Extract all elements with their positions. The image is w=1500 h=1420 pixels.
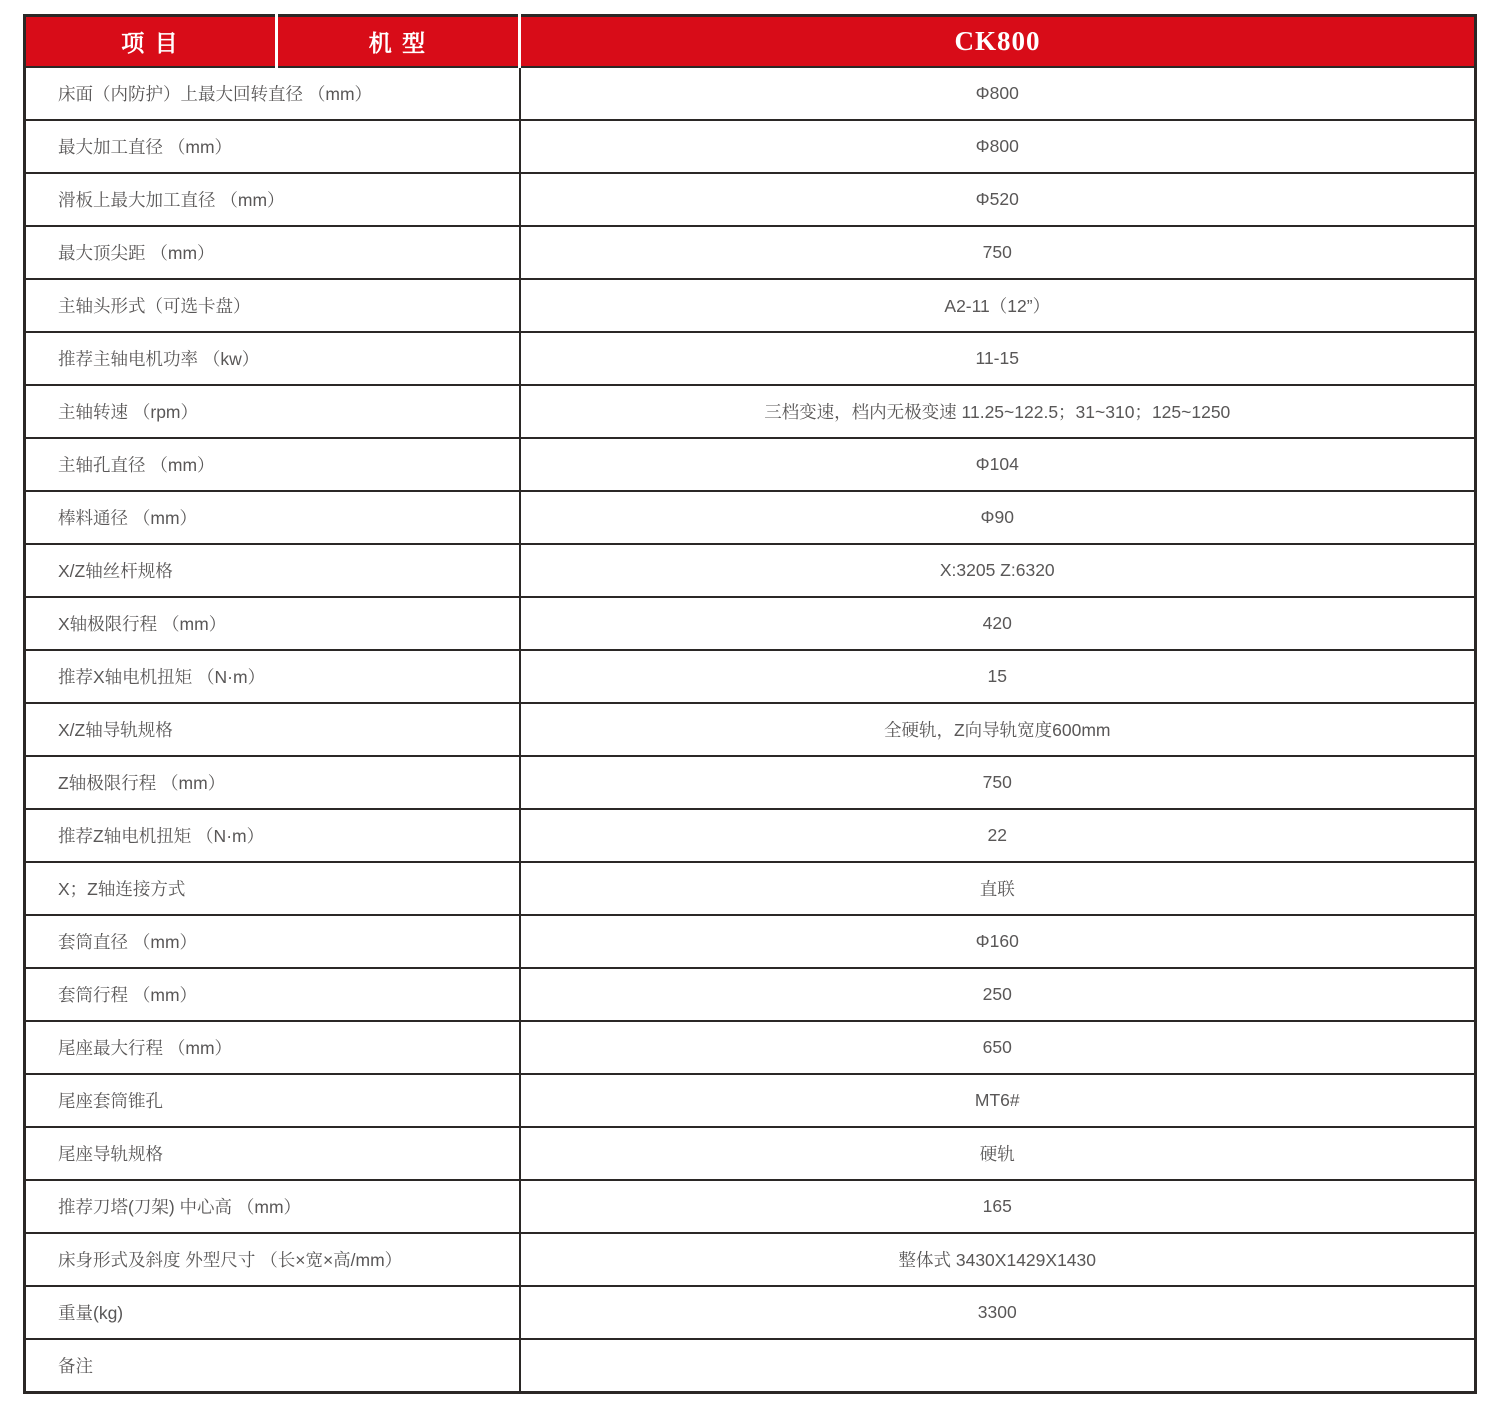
table-row bbox=[25, 650, 1476, 703]
table-row bbox=[25, 279, 1476, 332]
table-row bbox=[25, 120, 1476, 173]
table-row bbox=[25, 1021, 1476, 1074]
spec-value: 直联 bbox=[520, 862, 1476, 915]
spec-value: 420 bbox=[520, 597, 1476, 650]
spec-label: 主轴孔直径 （mm） bbox=[25, 438, 520, 491]
spec-value: Φ800 bbox=[520, 67, 1476, 120]
spec-label: 床身形式及斜度 外型尺寸 （长×宽×高/mm） bbox=[25, 1233, 520, 1286]
spec-value: 750 bbox=[520, 756, 1476, 809]
table-row bbox=[25, 809, 1476, 862]
table-row bbox=[25, 597, 1476, 650]
table-row bbox=[25, 1233, 1476, 1286]
spec-table-body bbox=[25, 67, 1476, 1393]
spec-label: X/Z轴丝杆规格 bbox=[25, 544, 520, 597]
spec-label: X；Z轴连接方式 bbox=[25, 862, 520, 915]
spec-label: 尾座导轨规格 bbox=[25, 1127, 520, 1180]
spec-value: X:3205 Z:6320 bbox=[520, 544, 1476, 597]
spec-value: A2-11（12”） bbox=[520, 279, 1476, 332]
spec-value: MT6# bbox=[520, 1074, 1476, 1127]
spec-value: 250 bbox=[520, 968, 1476, 1021]
spec-label: 滑板上最大加工直径 （mm） bbox=[25, 173, 520, 226]
table-row bbox=[25, 862, 1476, 915]
spec-value: 三档变速，档内无极变速 11.25~122.5；31~310；125~1250 bbox=[520, 385, 1476, 438]
spec-label: 床面（内防护）上最大回转直径 （mm） bbox=[25, 67, 520, 120]
spec-label: 棒料通径 （mm） bbox=[25, 491, 520, 544]
table-row bbox=[25, 703, 1476, 756]
table-row bbox=[25, 544, 1476, 597]
spec-label: 套筒行程 （mm） bbox=[25, 968, 520, 1021]
spec-label: 推荐刀塔(刀架) 中心高 （mm） bbox=[25, 1180, 520, 1233]
spec-value: 650 bbox=[520, 1021, 1476, 1074]
spec-value: 750 bbox=[520, 226, 1476, 279]
table-row bbox=[25, 1180, 1476, 1233]
spec-label: 最大顶尖距 （mm） bbox=[25, 226, 520, 279]
table-row bbox=[25, 1074, 1476, 1127]
spec-value: Φ800 bbox=[520, 120, 1476, 173]
table-row bbox=[25, 226, 1476, 279]
spec-value: 硬轨 bbox=[520, 1127, 1476, 1180]
spec-value: 全硬轨，Z向导轨宽度600mm bbox=[520, 703, 1476, 756]
header-item-label: 项 目 bbox=[25, 16, 277, 68]
spec-value: 22 bbox=[520, 809, 1476, 862]
spec-value: Φ520 bbox=[520, 173, 1476, 226]
spec-label: 最大加工直径 （mm） bbox=[25, 120, 520, 173]
spec-value: 165 bbox=[520, 1180, 1476, 1233]
spec-label: 主轴转速 （rpm） bbox=[25, 385, 520, 438]
spec-value: 11-15 bbox=[520, 332, 1476, 385]
spec-label: Z轴极限行程 （mm） bbox=[25, 756, 520, 809]
spec-label: 重量(kg) bbox=[25, 1286, 520, 1339]
table-row bbox=[25, 491, 1476, 544]
spec-label: 尾座套筒锥孔 bbox=[25, 1074, 520, 1127]
table-row bbox=[25, 1339, 1476, 1393]
table-row bbox=[25, 1286, 1476, 1339]
table-row bbox=[25, 1127, 1476, 1180]
spec-label: 套筒直径 （mm） bbox=[25, 915, 520, 968]
spec-table bbox=[23, 14, 1477, 1394]
spec-value: 15 bbox=[520, 650, 1476, 703]
spec-value bbox=[520, 1339, 1476, 1393]
spec-label: X轴极限行程 （mm） bbox=[25, 597, 520, 650]
header-model-label: 机 型 bbox=[277, 16, 520, 68]
spec-value: Φ160 bbox=[520, 915, 1476, 968]
header-row bbox=[25, 16, 1476, 68]
table-row bbox=[25, 968, 1476, 1021]
spec-label: X/Z轴导轨规格 bbox=[25, 703, 520, 756]
spec-value: Φ90 bbox=[520, 491, 1476, 544]
table-row bbox=[25, 756, 1476, 809]
table-row bbox=[25, 173, 1476, 226]
spec-value: Φ104 bbox=[520, 438, 1476, 491]
spec-label: 尾座最大行程 （mm） bbox=[25, 1021, 520, 1074]
spec-table-header bbox=[25, 16, 1476, 68]
spec-label: 主轴头形式（可选卡盘） bbox=[25, 279, 520, 332]
spec-label: 推荐X轴电机扭矩 （N·m） bbox=[25, 650, 520, 703]
table-row bbox=[25, 67, 1476, 120]
table-row bbox=[25, 438, 1476, 491]
spec-label: 备注 bbox=[25, 1339, 520, 1393]
spec-label: 推荐Z轴电机扭矩 （N·m） bbox=[25, 809, 520, 862]
table-row bbox=[25, 332, 1476, 385]
spec-label: 推荐主轴电机功率 （kw） bbox=[25, 332, 520, 385]
spec-value: 3300 bbox=[520, 1286, 1476, 1339]
table-row bbox=[25, 915, 1476, 968]
table-row bbox=[25, 385, 1476, 438]
header-model-value: CK800 bbox=[520, 16, 1476, 68]
spec-value: 整体式 3430X1429X1430 bbox=[520, 1233, 1476, 1286]
